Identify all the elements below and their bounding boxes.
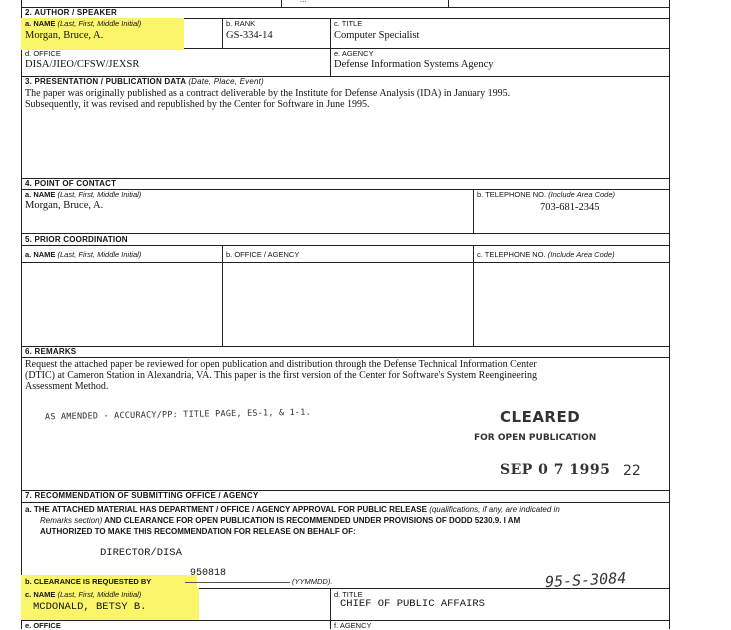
recommender-agency-label: f. AGENCY <box>334 621 372 630</box>
contact-phone-label-hint: (Include Area Code) <box>548 190 615 199</box>
publication-data-line-2: Subsequently, it was revised and republished by the Center for Software in June 1995. <box>25 99 370 110</box>
author-name-label <box>25 19 141 28</box>
stamp-number-text: 22 <box>623 463 641 479</box>
clearance-date-underline <box>185 582 290 583</box>
contact-phone-value: 703-681-2345 <box>540 202 600 213</box>
author-name-label-prefix: a. NAME <box>25 19 56 28</box>
cleared-stamp <box>470 400 660 490</box>
recommendation-para-line-1 <box>25 505 560 514</box>
contact-phone-label <box>477 190 615 199</box>
section-3-header-hint: (Date, Place, Event) <box>188 77 264 86</box>
on-behalf-of-value: DIRECTOR/DISA <box>100 547 182 559</box>
section-6-header: 6. REMARKS <box>25 347 77 356</box>
recommendation-para-line-3: AUTHORIZED TO MAKE THIS RECOMMENDATION FOR RELEASE ON BEHALF OF: <box>40 527 356 536</box>
recommendation-para-line-1-main: a. THE ATTACHED MATERIAL HAS DEPARTMENT / OFFICE / AGENCY APPROVAL FOR PUBLIC RELEASE <box>25 505 427 514</box>
section-3-header-title: 3. PRESENTATION / PUBLICATION DATA <box>25 77 186 86</box>
contact-phone-label-prefix: b. TELEPHONE NO. <box>477 190 547 199</box>
clearance-label: b. CLEARANCE IS REQUESTED BY <box>25 577 152 586</box>
recommendation-para-line-2-main: AND CLEARANCE FOR OPEN PUBLICATION IS RECOMMENDED UNDER PROVISIONS OF DODD 5230.9. I AM <box>104 516 521 525</box>
contact-name-label-hint: (Last, First, Middle Initial) <box>57 190 142 199</box>
stamp-date-text: SEP 0 7 1995 <box>500 462 611 478</box>
coordination-name-label <box>25 250 141 259</box>
recommender-name-label <box>25 590 141 599</box>
recommender-name-label-prefix: c. NAME <box>25 590 56 599</box>
section-2-header: 2. AUTHOR / SPEAKER <box>25 8 117 17</box>
coordination-phone-label-prefix: c. TELEPHONE NO. <box>477 250 546 259</box>
coordination-phone-label-hint: (Include Area Code) <box>547 250 615 259</box>
contact-name-label-prefix: a. NAME <box>25 190 56 199</box>
coordination-name-label-hint: (Last, First, Middle Initial) <box>57 250 142 259</box>
section-7-header: 7. RECOMMENDATION OF SUBMITTING OFFICE / AGENCY <box>25 491 259 500</box>
stamp-open-publication-text: FOR OPEN PUBLICATION <box>474 433 597 443</box>
remarks-line-3: Assessment Method. <box>25 381 109 392</box>
recommendation-para-line-2 <box>40 516 520 525</box>
publication-data-line-1: The paper was originally published as a contract deliverable by the Institute for Defense Analysis (IDA) in January 1995. <box>25 88 511 99</box>
office-value: DISA/JIEO/CFSW/JEXSR <box>25 59 140 70</box>
recommender-title-value: CHIEF OF PUBLIC AFFAIRS <box>340 598 485 610</box>
clearance-date-value: 950818 <box>190 568 227 579</box>
rank-label: b. RANK <box>226 19 256 28</box>
office-label: d. OFFICE <box>25 49 61 58</box>
clearance-date-format: (YYMMDD). <box>292 577 333 586</box>
handwritten-amendment: AS AMENDED - ACCURACY/PP: TITLE PAGE, ES-1, & 1-1. <box>44 407 311 423</box>
remarks-line-2: (DTIC) at Cameron Station in Alexandria, VA. This paper is the first version of the Center for Software's System Reengineering <box>25 370 537 381</box>
title-label: c. TITLE <box>334 19 363 28</box>
section-5-header: 5. PRIOR COORDINATION <box>25 235 128 244</box>
coordination-office-label: b. OFFICE / AGENCY <box>226 250 300 259</box>
recommendation-para-line-1-hint: (qualifications, if any, are indicated in <box>429 505 560 514</box>
remarks-line-1: Request the attached paper be reviewed for open publication and distribution through the Defense Technical Information Center <box>25 359 537 370</box>
author-name-label-hint: (Last, First, Middle Initial) <box>57 19 142 28</box>
case-number-handwritten: 95-S-3084 <box>544 568 627 592</box>
coordination-name-label-prefix: a. NAME <box>25 250 56 259</box>
recommender-title-label: d. TITLE <box>334 590 363 599</box>
contact-name-label <box>25 190 141 199</box>
agency-label: e. AGENCY <box>334 49 374 58</box>
stamp-cleared-text: CLEARED <box>500 408 581 426</box>
recommender-office-label: e. OFFICE <box>25 621 61 630</box>
contact-name-value: Morgan, Bruce, A. <box>25 200 104 211</box>
section-3-header <box>25 77 264 86</box>
recommender-name-value: MCDONALD, BETSY B. <box>33 601 147 613</box>
rank-value: GS-334-14 <box>226 30 273 41</box>
title-value: Computer Specialist <box>334 30 420 41</box>
section-4-header: 4. POINT OF CONTACT <box>25 179 117 188</box>
recommendation-para-line-2-hint: Remarks section) <box>40 516 103 525</box>
top-fragment-text <box>300 0 307 4</box>
coordination-phone-label <box>477 250 615 259</box>
agency-value: Defense Information Systems Agency <box>334 59 494 70</box>
author-name-value: Morgan, Bruce, A. <box>25 30 104 41</box>
recommender-name-label-hint: (Last, First, Middle Initial) <box>57 590 142 599</box>
